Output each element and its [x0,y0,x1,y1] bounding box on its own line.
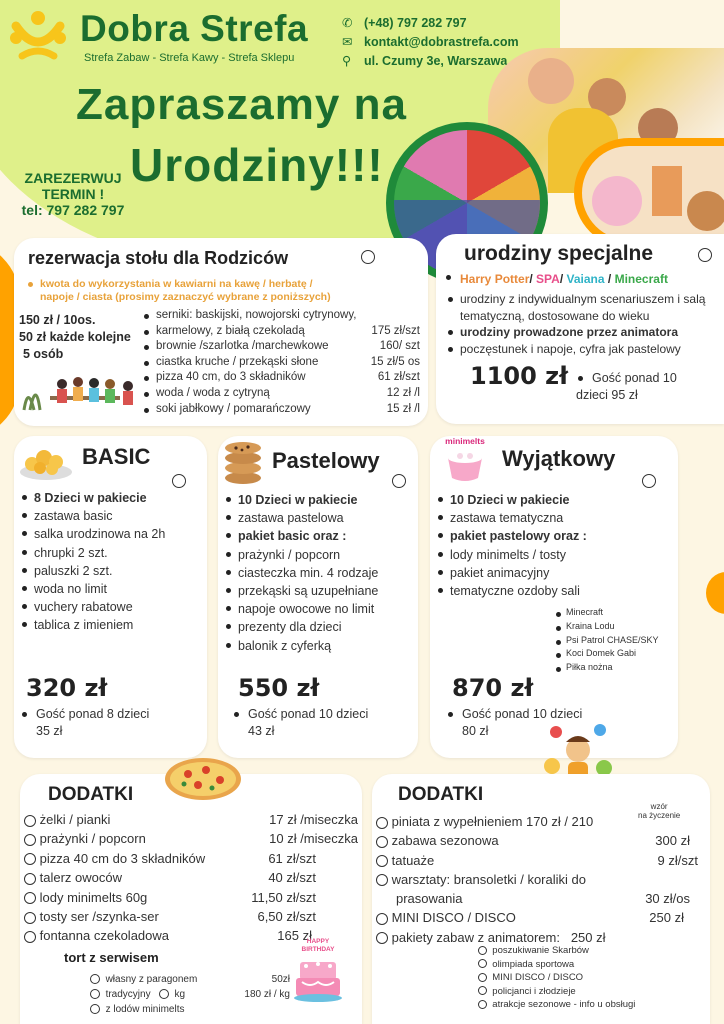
parents-select-checkbox[interactable] [361,250,375,264]
item-checkbox[interactable] [376,817,388,829]
list-item[interactable]: olimpiada sportowa [478,958,635,972]
contact-address: ul. Czumy 3e, Warszawa [364,54,508,68]
pastel-extra: Gość ponad 10 dzieci 43 zł [232,706,368,740]
phone-icon: ✆ [342,16,353,30]
special-birthday-card [436,234,724,424]
item-checkbox[interactable] [24,873,36,885]
item-checkbox[interactable] [24,912,36,924]
special-select-checkbox[interactable] [698,248,712,262]
bg-orange-blob-right [706,572,724,614]
item-checkbox[interactable] [478,973,487,982]
list-item[interactable]: pakiety zabaw z animatorem: 250 zł [376,928,698,947]
item-checkbox[interactable] [478,1000,487,1009]
list-item[interactable]: pizza 40 cm, do 3 składników 61 zł/szt [142,370,420,386]
list-item: 10 Dzieci w pakiecie [224,491,414,509]
cake-options [90,972,290,1017]
item-checkbox[interactable] [90,989,100,999]
item-checkbox[interactable] [478,986,487,995]
contact-email[interactable]: kontakt@dobrastrefa.com [364,35,519,49]
list-item: Kraina Lodu [554,620,659,634]
basic-select-checkbox[interactable] [172,474,186,488]
special-themes: Harry Potter/ SPA/ Vaiana / Minecraft [446,272,668,286]
list-item[interactable]: tradycyjny kg 180 zł / kg [90,987,290,1002]
list-item[interactable]: fontanna czekoladowa 165 zł [24,926,358,945]
list-item[interactable]: ciastka kruche / przekąski słone 15 zł/5 os [142,355,420,371]
addons-food-list [24,810,358,946]
reserve-phone[interactable]: tel: 797 282 797 [21,202,125,218]
contact-block [342,14,519,71]
pastel-price: 550 zł [238,674,320,702]
addons-fun-card [372,774,710,1024]
parents-note: kwota do wykorzystania w kawiarni na kawę / herbatę / napoje / ciasta (prosimy zaznaczyć wybrane z poniższych) [28,278,331,304]
exceptional-price: 870 zł [452,674,534,702]
location-pin-icon: ⚲ [342,54,352,68]
pastel-features [224,491,414,655]
mail-icon: ✉ [342,35,353,49]
list-item: zastawa basic [20,507,200,525]
list-item[interactable]: policjanci i złodzieje [478,985,635,999]
cookies-icon [220,438,266,486]
list-item: Koci Domek Gabi [554,647,659,661]
basic-package-card [14,436,207,758]
list-item[interactable]: soki jabłkowy / pomarańczowy 15 zł /l [142,402,420,418]
list-item: ciasteczka min. 4 rodzaje [224,564,414,582]
basic-features [20,489,200,635]
list-item[interactable]: tatuaże 9 zł/szt [376,851,698,870]
list-item[interactable]: MINI DISCO / DISCO [478,971,635,985]
item-checkbox[interactable] [376,836,388,848]
contact-phone[interactable]: (+48) 797 282 797 [364,16,467,30]
pastel-title: Pastelowy [272,448,380,473]
pastel-package-card [218,436,418,758]
addons-food-title: DODATKI [48,784,134,805]
exceptional-select-checkbox[interactable] [642,474,656,488]
parents-table-card [14,238,428,426]
list-item: tematyczne ozdoby sali [436,582,672,600]
list-item: pakiet basic oraz : [224,527,414,545]
list-item: Piłka nożna [554,661,659,675]
list-item: vuchery rabatowe [20,598,200,616]
special-extra: Gość ponad 10 dzieci 95 zł [576,371,677,402]
list-item[interactable]: atrakcje sezonowe - info u obsługi [478,998,635,1012]
list-item[interactable]: lody minimelts 60g 11,50 zł/szt [24,888,358,907]
list-item[interactable]: talerz owoców 40 zł/szt [24,868,358,887]
chips-icon [16,442,76,482]
special-features [446,291,714,357]
list-item: urodziny z indywidualnym scenariuszem i salą tematyczną, dostosowane do wieku [446,291,714,324]
list-item: 8 Dzieci w pakiecie [20,489,200,507]
parents-menu-list [142,308,420,417]
list-item[interactable]: brownie /szarlotka /marchewkowe 160/ szt [142,339,420,355]
addons-fun-list [376,812,698,947]
exceptional-package-card [430,436,678,758]
list-item[interactable]: zabawa sezonowa 300 zł [376,831,698,850]
list-item[interactable]: karmelowy, z białą czekoladą 175 zł/szt [142,324,420,340]
list-item[interactable]: z lodów minimelts [90,1002,290,1017]
list-item: tablica z imieniem [20,616,200,634]
item-checkbox[interactable] [90,974,100,984]
item-checkbox[interactable] [376,913,388,925]
list-item: zastawa pastelowa [224,509,414,527]
exceptional-themes [554,606,659,675]
pastel-select-checkbox[interactable] [392,474,406,488]
list-item[interactable]: własny z paragonem 50zł [90,972,290,987]
list-item: lody minimelts / tosty [436,546,672,564]
minimelts-logo: minimelts [440,436,490,486]
list-item[interactable]: MINI DISCO / DISCO 250 zł [376,908,698,927]
reserve-cta: ZAREZERWUJ TERMIN ! tel: 797 282 797 [8,170,138,218]
item-checkbox[interactable] [159,989,169,999]
list-item: chrupki 2 szt. [20,544,200,562]
list-item[interactable]: tosty ser /szynka-ser 6,50 zł/szt [24,907,358,926]
exceptional-features [436,491,672,600]
list-item: woda no limit [20,580,200,598]
item-checkbox[interactable] [24,931,36,943]
list-item: urodziny prowadzone przez animatora [446,324,714,341]
list-item[interactable]: prażynki / popcorn 10 zł /miseczka [24,829,358,848]
item-checkbox[interactable] [24,834,36,846]
pizza-icon [162,754,244,804]
list-item: Minecraft [554,606,659,620]
headline-line2: Urodziny!!! [130,139,384,191]
addons-fun-title: DODATKI [398,784,484,805]
item-checkbox[interactable] [24,892,36,904]
list-item[interactable]: żelki / pianki 17 zł /miseczka [24,810,358,829]
item-checkbox[interactable] [24,853,36,865]
list-item[interactable]: pizza 40 cm do 3 składników 61 zł/szt [24,849,358,868]
list-item: salka urodzinowa na 2h [20,525,200,543]
item-checkbox[interactable] [478,959,487,968]
list-item[interactable]: woda / woda z cytryną 12 zł /l [142,386,420,402]
photo-party-table [574,138,724,248]
list-item[interactable]: serniki: baskijski, nowojorski cytrynowy, [142,308,420,324]
birthday-cake-icon: HAPPY BIRTHDAY [292,938,344,1002]
list-item: prezenty dla dzieci [224,618,414,636]
brand-tagline: Strefa Zabaw - Strefa Kawy - Strefa Sklepu [84,52,295,64]
list-item[interactable]: prasowania 30 zł/os [396,891,690,907]
basic-extra: Gość ponad 8 dzieci 35 zł [20,706,149,740]
parents-illustration [20,370,138,416]
exceptional-title: Wyjątkowy [502,446,616,471]
list-item: prażynki / popcorn [224,546,414,564]
brand-name: Dobra Strefa [80,8,309,49]
special-title: urodziny specjalne [464,242,654,265]
pinata-note: wzór na życzenie [638,802,681,820]
list-item: Psi Patrol CHASE/SKY [554,634,659,648]
brand-logo-icon [8,8,68,64]
addons-food-card [20,774,362,1024]
item-checkbox[interactable] [24,815,36,827]
animator-games-list [478,944,635,1012]
list-item: pakiet pastelowy oraz : [436,527,672,545]
list-item[interactable]: warsztaty: bransoletki / koraliki do [376,870,698,889]
cake-title: tort z serwisem [64,950,159,965]
item-checkbox[interactable] [376,932,388,944]
special-price: 1100 zł [470,362,569,390]
parents-title: rezerwacja stołu dla Rodziców [28,248,289,268]
list-item: balonik z cyferką [224,637,414,655]
list-item: pakiet animacyjny [436,564,672,582]
list-item: 10 Dzieci w pakiecie [436,491,672,509]
basic-title: BASIC [82,444,151,469]
list-item: zastawa tematyczna [436,509,672,527]
list-item[interactable]: piniata z wypełnieniem 170 zł / 210 [376,812,698,831]
basic-price: 320 zł [26,674,108,702]
item-checkbox[interactable] [376,874,388,886]
item-checkbox[interactable] [90,1004,100,1014]
list-item: paluszki 2 szt. [20,562,200,580]
item-checkbox[interactable] [478,946,487,955]
exceptional-extra: Gość ponad 10 dzieci 80 zł [446,706,582,740]
item-checkbox[interactable] [376,855,388,867]
list-item: poczęstunek i napoje, cyfra jak pastelowy [446,341,714,358]
list-item[interactable]: poszukiwanie Skarbów [478,944,635,958]
list-item: przekąski są uzupełniane [224,582,414,600]
list-item: napoje owocowe no limit [224,600,414,618]
parents-price: 150 zł / 10os. 50 zł każde kolejne 5 osób [19,313,131,361]
headline-line1: Zapraszamy na [76,80,407,129]
